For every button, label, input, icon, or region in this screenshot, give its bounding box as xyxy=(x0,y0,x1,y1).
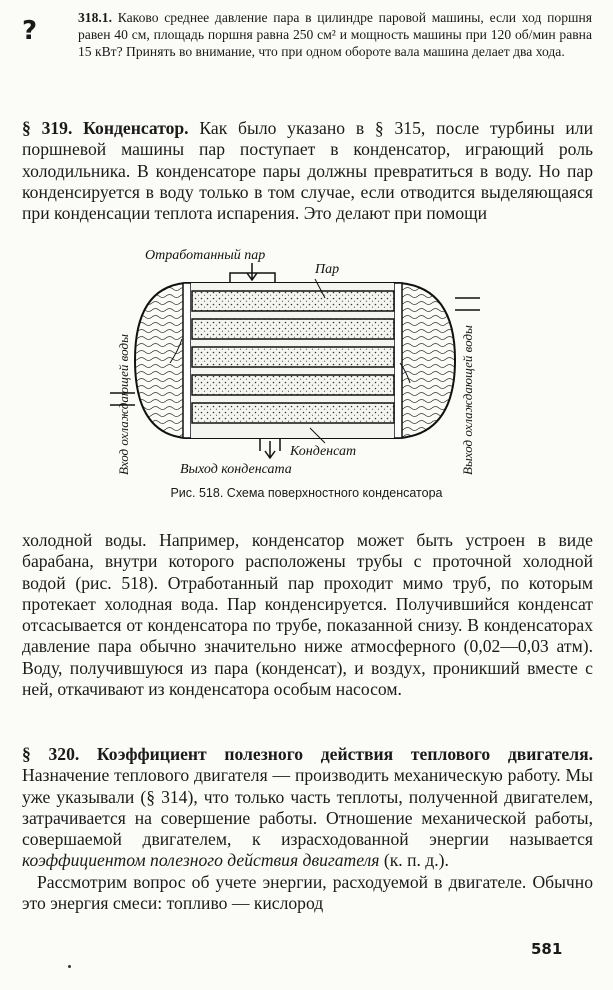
figure-caption: Рис. 518. Схема поверхностного конденсатора xyxy=(170,486,443,500)
question-mark-icon: ? xyxy=(22,16,38,46)
section-320-paragraph-1 xyxy=(22,744,593,872)
problem-body: Каково среднее давление пара в цилиндре паровой машины, если ход поршня равен 40 см, площадь поршня равна 250 см² и мощность машины при 120 об/мин равна 15 кВт? Принять во внимание, что при одном обороте вала машина делает два хода. xyxy=(78,10,592,59)
left-tube-sheet xyxy=(183,283,191,438)
water-outlet-pipe xyxy=(455,298,480,310)
label-water-out: Выход охлаждающей воды xyxy=(460,325,475,475)
kpd-abbr: (к. п. д.). xyxy=(383,850,449,871)
section-320 xyxy=(22,744,593,914)
steam-inlet-arrow xyxy=(247,263,257,280)
label-water-in: Вход охлаждающей воды xyxy=(116,334,131,475)
label-steam: Пар xyxy=(315,262,340,277)
tube-4 xyxy=(192,375,394,395)
right-tube-sheet xyxy=(394,283,402,438)
condenser-diagram xyxy=(110,243,480,483)
tube-3 xyxy=(192,347,394,367)
problem-318-1 xyxy=(22,10,592,60)
tube-5 xyxy=(192,403,394,423)
print-speck xyxy=(68,965,71,968)
section-319-text: Как было указано в § 315, после турбины или поршневой машины пар поступает в конденсатор, играющий роль холодильника. В конденсаторе пары должны превратиться в воду. Но пар конденсируется в воду только в том случае, если отводится выделяющаяся при конденсации теплота испарения. Это делают при помощи xyxy=(22,118,593,224)
problem-text xyxy=(78,10,592,60)
section-319-continuation: холодной воды. Например, конденсатор может быть устроен в виде барабана, внутри которого расположены трубы с проточной холодной водой (рис. 518). Отработанный пар проходит мимо труб, по которым протекает холодная вода. Пар конденсируется. Получившийся конденсат отсасывается от конденсатора по трубе, показанной снизу. В конденсаторах давление пара обычно значительно ниже атмосферного (0,02—0,03 атм). Воду, получившуюся из пара (конденсат), и воздух, проникший вместе с ней, откачивают из конденсатора особым насосом. xyxy=(22,530,593,700)
problem-number: 318.1. xyxy=(78,10,112,25)
kpd-term: коэффициентом полезного действия двигателя xyxy=(22,850,380,871)
label-condensate: Конденсат xyxy=(290,444,357,459)
tube-2 xyxy=(192,319,394,339)
section-320-text: Назначение теплового двигателя — производить механическую работу. Мы уже указывали (§ 314), что только часть теплоты, полученной двигателем, затрачивается на совершение работы. Отношение механической работы, совершаемой двигателем, к израсходованной энергии называется xyxy=(22,765,593,850)
label-exhaust-steam: Отработанный пар xyxy=(145,248,266,263)
condensate-outlet-arrow xyxy=(265,441,275,458)
section-320-paragraph-2: Рассмотрим вопрос об учете энергии, расходуемой в двигателе. Обычно это энергия смеси: топливо — кислород xyxy=(22,871,593,914)
label-condensate-out: Выход конденсата xyxy=(180,462,292,477)
tube-1 xyxy=(192,291,394,311)
section-320-heading: § 320. Коэффициент полезного действия теплового двигателя. xyxy=(22,744,593,764)
section-319 xyxy=(22,118,593,224)
section-319-heading: § 319. Конденсатор. xyxy=(22,118,189,138)
page-number: 581 xyxy=(531,940,563,958)
